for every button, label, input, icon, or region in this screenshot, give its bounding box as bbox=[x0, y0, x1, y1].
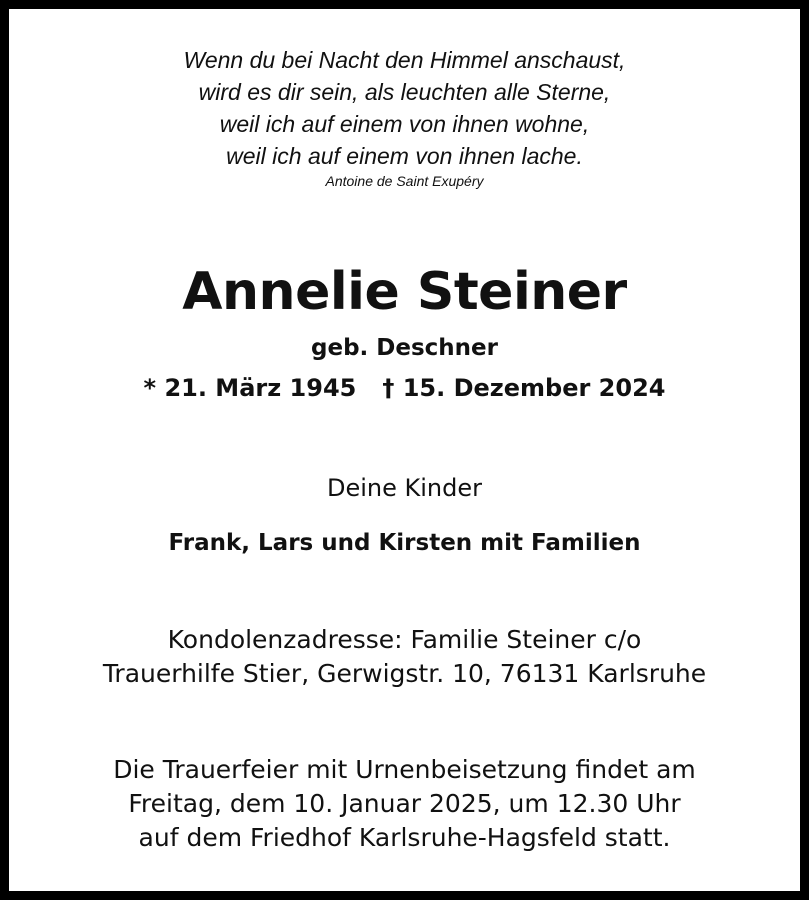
condolence-line-1: Kondolenzadresse: Familie Steiner c/o bbox=[167, 625, 642, 654]
mourners-names: Frank, Lars und Kirsten mit Familien bbox=[168, 530, 641, 556]
life-dates bbox=[0, 373, 809, 403]
quote-line-4: weil ich auf einem von ihnen lache. bbox=[226, 143, 583, 169]
quote-line-2: wird es dir sein, als leuchten alle Sterne, bbox=[198, 79, 611, 105]
quote-author: Antoine de Saint Exupéry bbox=[325, 173, 484, 189]
service-line-3: auf dem Friedhof Karlsruhe-Hagsfeld statt. bbox=[138, 823, 671, 852]
deceased-name: Annelie Steiner bbox=[182, 262, 627, 322]
quote-line-3: weil ich auf einem von ihnen wohne, bbox=[219, 111, 590, 137]
birth-date: * 21. März 1945 bbox=[143, 374, 357, 402]
death-date: † 15. Dezember 2024 bbox=[382, 374, 666, 402]
service-line-1: Die Trauerfeier mit Urnenbeisetzung findet am bbox=[113, 755, 696, 784]
mourners-intro: Deine Kinder bbox=[326, 474, 482, 502]
condolence-line-2: Trauerhilfe Stier, Gerwigstr. 10, 76131 Karlsruhe bbox=[102, 659, 707, 688]
service-line-2: Freitag, dem 10. Januar 2025, um 12.30 Uhr bbox=[128, 789, 681, 818]
quote-line-1: Wenn du bei Nacht den Himmel anschaust, bbox=[183, 47, 626, 73]
maiden-name: geb. Deschner bbox=[311, 335, 498, 361]
